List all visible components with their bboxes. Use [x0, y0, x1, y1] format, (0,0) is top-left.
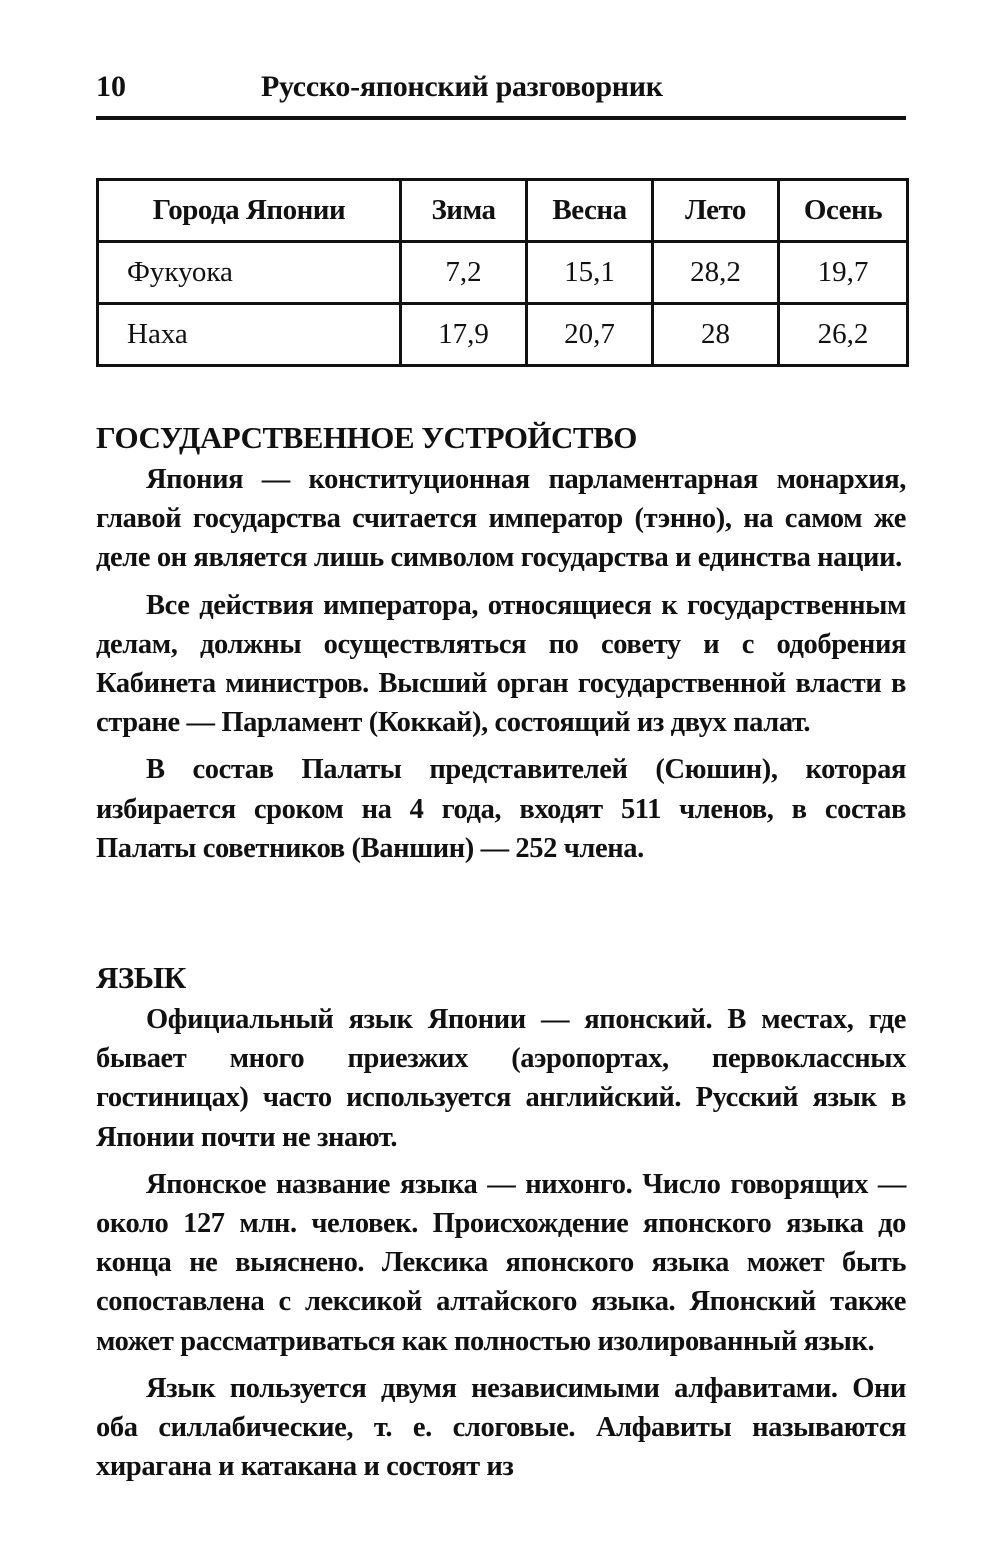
section-language — [96, 958, 906, 1494]
cell-autumn: 26,2 — [779, 304, 908, 366]
column-header-spring: Весна — [527, 180, 653, 242]
cell-spring: 15,1 — [527, 242, 653, 304]
climate-table — [96, 178, 909, 367]
paragraph: Японское название языка — нихонго. Число говорящих — около 127 млн. человек. Происхождение японского языка до конца не выяснено. Лексика японского языка может быть сопоставлена с лексикой алтайского языка. Японский также может рассматриваться как полностью изолированный язык. — [96, 1168, 906, 1357]
book-title: Русско-японский разговорник — [261, 70, 663, 103]
paragraph: В состав Палаты представителей (Сюшин), которая избирается сроком на 4 года, входят 511 членов, в состав Палаты советников (Ваншин) — 252 члена. — [96, 754, 906, 864]
header-rule — [96, 116, 906, 120]
table-row — [98, 242, 908, 304]
column-header-autumn: Осень — [779, 180, 908, 242]
cell-winter: 17,9 — [401, 304, 527, 366]
table-header-row — [98, 180, 908, 242]
running-head — [96, 68, 906, 112]
section-heading-language: ЯЗЫК — [96, 960, 186, 995]
table-row — [98, 304, 908, 366]
page-number: 10 — [96, 70, 126, 103]
cell-summer: 28,2 — [653, 242, 779, 304]
column-header-winter: Зима — [401, 180, 527, 242]
section-government — [96, 418, 906, 876]
cell-summer: 28 — [653, 304, 779, 366]
cell-city: Фукуока — [98, 242, 401, 304]
paragraph: Официальный язык Японии — японский. В местах, где бывает много приезжих (аэропортах, первоклассных гостиницах) часто используется английский. Русский язык в Японии почти не знают. — [96, 1004, 906, 1153]
column-header-summer: Лето — [653, 180, 779, 242]
cell-spring: 20,7 — [527, 304, 653, 366]
paragraph: Япония — конституционная парламентарная монархия, главой государства считается император (тэнно), на самом же деле он является лишь символом государства и единства нации. — [96, 464, 906, 574]
cell-city: Наха — [98, 304, 401, 366]
paragraph: Язык пользуется двумя независимыми алфавитами. Они оба силлабические, т. е. слоговые. Алфавиты называются хирагана и катакана и состоят из — [96, 1372, 906, 1483]
column-header-city: Города Японии — [98, 180, 401, 242]
cell-autumn: 19,7 — [779, 242, 908, 304]
paragraph: Все действия императора, относящиеся к государственным делам, должны осуществляться по совету и с одобрения Кабинета министров. Высший орган государственной власти в стране — Парламент (Коккай), состоящий из двух палат. — [96, 589, 906, 739]
cell-winter: 7,2 — [401, 242, 527, 304]
section-heading-government: ГОСУДАРСТВЕННОЕ УСТРОЙСТВО — [96, 420, 637, 455]
